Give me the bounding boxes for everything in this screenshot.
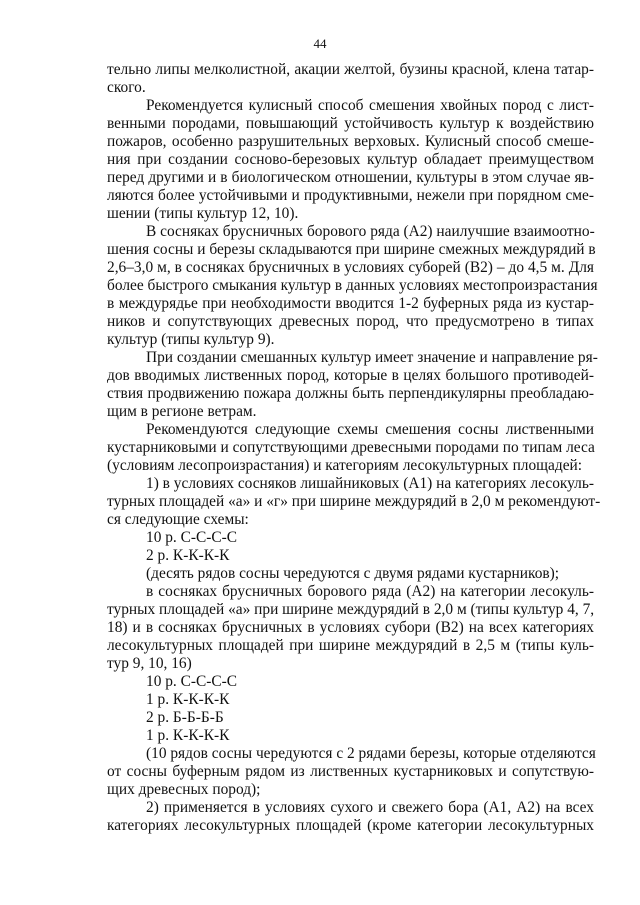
text-line: тур 9, 10, 16)	[107, 655, 192, 672]
text-line: В сосняках брусничных борового ряда (А2) наилучшие взаимоотно-	[146, 223, 595, 240]
text-line: 18) и в сосняках брусничных в условиях субори (В2) на всех категориях	[107, 619, 594, 636]
text-line: ского.	[107, 79, 146, 96]
scheme-line: 1 р. К-К-К-К	[146, 727, 230, 744]
text-line: щим в регионе ветрам.	[107, 403, 257, 420]
text-line: перед другими и в биологическом отношении, культуры в этом случае яв-	[107, 169, 594, 186]
scheme-line: 1 р. К-К-К-К	[146, 691, 230, 708]
text-line: категориях лесокультурных площадей (кроме категории лесокультурных	[107, 817, 594, 834]
text-line: более быстрого смыкания культур в данных условиях местопроизрастания	[107, 277, 598, 294]
page-number: 44	[313, 36, 327, 51]
text-line: ников и сопутствующих древесных пород, что предусмотрено в типах	[107, 313, 594, 330]
scheme-line: 2 р. Б-Б-Б-Б	[146, 709, 224, 726]
text-line: щих древесных пород);	[107, 781, 261, 798]
text-line: (10 рядов сосны чередуются с 2 рядами березы, которые отделяются	[146, 745, 596, 762]
text-line: При создании смешанных культур имеет значение и направление ря-	[146, 349, 598, 366]
text-line: культур (типы культур 9).	[107, 331, 275, 348]
text-line: ствия продвижению пожара должны быть перпендикулярны преобладаю-	[107, 385, 594, 402]
text-line: от сосны буферным рядом из лиственных кустарниковых и сопутствую-	[107, 763, 594, 780]
text-line: ляются более устойчивыми и продуктивными, нежели при порядном сме-	[107, 187, 594, 204]
text-line: в междурядье при необходимости вводится 1-2 буферных ряда из кустар-	[107, 295, 594, 312]
scheme-line: 10 р. С-С-С-С	[146, 529, 238, 546]
text-line: 2,6–3,0 м, в сосняках брусничных в условиях суборей (В2) – до 4,5 м. Для	[107, 259, 594, 276]
text-line: Рекомендуется кулисный способ смешения хвойных пород с лист-	[146, 97, 594, 114]
text-line: пожаров, особенно разрушительных верховых. Кулисный способ смеше-	[107, 133, 594, 150]
text-line: Рекомендуются следующие схемы смешения сосны лиственными	[146, 421, 594, 438]
text-line: шении (типы культур 12, 10).	[107, 205, 299, 222]
scheme-line: 2 р. К-К-К-К	[146, 547, 230, 564]
text-line: тельно липы мелколистной, акации желтой, бузины красной, клена татар-	[107, 61, 594, 78]
text-line: шения сосны и березы складываются при ширине смежных междурядий в	[107, 241, 596, 258]
text-line: лесокультурных площадей при ширине междурядий в 2,5 м (типы куль-	[107, 637, 594, 654]
text-line: ния при создании сосново-березовых культур обладает преимуществом	[107, 151, 594, 168]
text-line: турных площадей «а» и «г» при ширине междурядий в 2,0 м рекомендуют-	[107, 493, 601, 510]
text-line: турных площадей «а» при ширине междурядий в 2,0 м (типы культур 4, 7,	[107, 601, 595, 618]
text-line: 2) применяется в условиях сухого и свежего бора (А1, А2) на всех	[146, 799, 594, 816]
text-line: (условиям лесопроизрастания) и категориям лесокультурных площадей:	[107, 457, 583, 474]
text-line: в сосняках брусничных борового ряда (А2) на категории лесокуль-	[146, 583, 594, 600]
scheme-line: 10 р. С-С-С-С	[146, 673, 238, 690]
text-line: венными породами, повышающий устойчивость культур к воздействию	[107, 115, 594, 132]
text-line: кустарниковыми и сопутствующими древесными породами по типам леса	[107, 439, 595, 456]
text-line: 1) в условиях сосняков лишайниковых (А1) на категориях лесокуль-	[146, 475, 594, 492]
text-line: ся следующие схемы:	[107, 511, 249, 528]
text-line: (десять рядов сосны чередуются с двумя рядами кустарников);	[146, 565, 560, 582]
text-line: дов вводимых лиственных пород, которые в целях большого противодей-	[107, 367, 594, 384]
